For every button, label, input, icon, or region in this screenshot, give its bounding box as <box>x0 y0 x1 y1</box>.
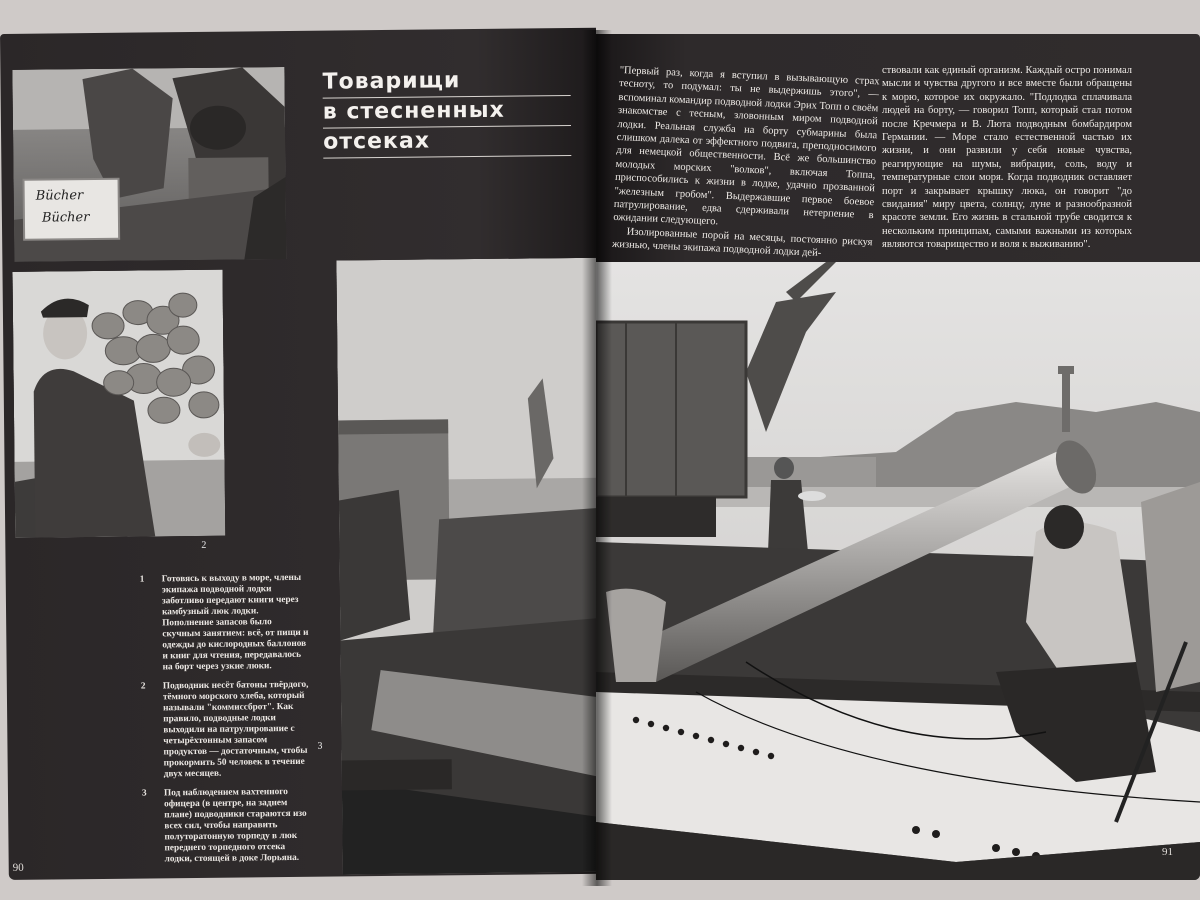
paragraph: "Первый раз, когда я вступил в вызывающую страх тесноту, то подумал: ты не выдержишь этого", — вспоминал командир подводной лодки Эрих Топп о своём знакомстве с тесным, зловонным миром подводной лодки. Реальная служба на борту субмарины была слишком далека от эффектного подвига, преподносимого для немецкой общественности. Всё же большинство молодых морских "волков", включая Топпа, приспособились к жизни в лодке, удачно прозванной "железным гробом". Выдержавшие первое боевое патрулирование, едва сдерживали нетерпение в ожидании следующего. <box>613 64 880 228</box>
caption-number: 3 <box>141 788 147 799</box>
caption-text: Подводник несёт батоны твёрдого, тёмного морского хлеба, который называли "коммиссброт". Как правило, подводные лодки выходили на патрулирование с четырёхтонным запасом продуктов — достаточным, чтобы прокормить 50 человек в течение двух месяцев. <box>162 679 309 780</box>
book-gutter <box>582 30 612 886</box>
box-label-bottom: Bücher <box>41 210 90 226</box>
caption-number: 2 <box>140 681 146 692</box>
caption-text: Готовясь к выходу в море, члены экипажа подводной лодки заботливо передают книги через камбузный люк лодки. Пополнение запасов было скучным занятием: всё, от пищи и одежды до кислородных баллонов и книг для чтения, передавалось на борт через узкие люки. <box>161 572 309 673</box>
photo-books-loading <box>12 67 286 262</box>
caption-text: Под наблюдением вахтенного офицера (в центре, на заднем плане) подводники стараются изо всех сил, чтобы направить полуторатонную торпеду в люк переднего торпедного отсека лодки, стоящей в доке Лорьяна. <box>163 787 307 865</box>
paragraph: ствовали как единый организм. Каждый остро понимал мысли и чувства другого и все вместе были обращены к морю, которое их окружало. "Подлодка сплачивала людей на борту, — говорил Топп, который стал потом после Кречмера и В. Люта подводным бомбардиром Германии. — Море стало естественной частью их жизни, и они развили у себя новые чувства, реагирующие на шумы, вибрации, соль, воду и температурные слои моря. Когда подводник оставляет порт и закрывает крышку люка, он говорит "до свидания" миру цвета, солнцу, луне и разнообразной красоте земли. Его жизнь в стальной трубе сводится к нескольким принципам, самыми важными из которых являются товарищество и воля к выживанию". <box>882 65 1132 251</box>
title-line-1: Товарищи <box>322 66 570 99</box>
title-line-3: отсеках <box>323 126 571 159</box>
box-label-top: Bücher <box>35 188 84 204</box>
caption-number: 1 <box>139 574 145 585</box>
caption-2 <box>141 680 312 781</box>
body-text-column-1 <box>612 64 880 263</box>
article-title <box>322 66 573 159</box>
photo-torpedo-loading-right <box>596 262 1200 880</box>
left-page <box>0 28 605 880</box>
photo-sailor-bread <box>12 270 225 538</box>
photo-torpedo-loading-left <box>336 258 604 875</box>
figure-number-2: 2 <box>201 539 207 551</box>
right-page <box>596 34 1200 880</box>
caption-3 <box>142 787 313 866</box>
figure-number-3: 3 <box>317 740 323 752</box>
title-line-2: в стесненных <box>323 96 571 129</box>
captions <box>140 573 313 874</box>
caption-1 <box>140 573 311 674</box>
body-text-column-2 <box>882 64 1132 252</box>
page-number-left: 90 <box>12 861 24 874</box>
page-number-right: 91 <box>1162 846 1173 858</box>
paragraph: Изолированные порой на месяцы, постоянно рискуя жизнью, члены экипажа подводной лодки дей- <box>611 226 873 260</box>
